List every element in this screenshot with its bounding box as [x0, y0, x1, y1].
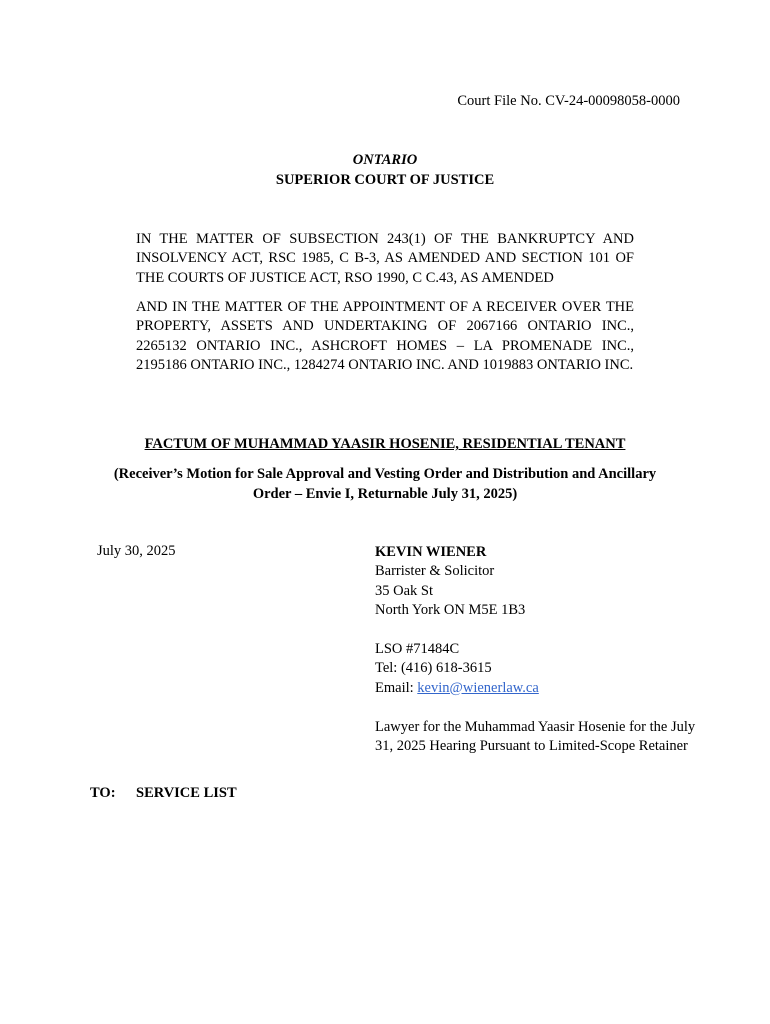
lawyer-telephone: Tel: (416) 618-3615	[375, 660, 492, 677]
lawyer-lso-number: LSO #71484C	[375, 641, 460, 658]
motion-subtitle	[85, 464, 685, 504]
lawyer-block	[375, 543, 720, 756]
document-date: July 30, 2025	[97, 543, 176, 559]
to-label: TO:	[90, 785, 116, 801]
lawyer-role-line-1: Lawyer for the Muhammad Yaasir Hosenie for the July	[375, 718, 696, 735]
court-file-number: Court File No. CV-24-00098058-0000	[457, 93, 680, 109]
to-recipient	[90, 785, 237, 802]
factum-title: FACTUM OF MUHAMMAD YAASIR HOSENIE, RESIDENTIAL TENANT	[144, 436, 626, 452]
lawyer-address-line-1: 35 Oak St	[375, 582, 433, 599]
subtitle-line-1: (Receiver’s Motion for Sale Approval and Vesting Order and Distribution and Ancillary	[113, 466, 657, 482]
email-link[interactable]: kevin@wienerlaw.ca	[417, 679, 539, 696]
province-heading: ONTARIO	[352, 152, 418, 168]
court-heading: SUPERIOR COURT OF JUSTICE	[275, 172, 495, 188]
lawyer-email-row	[375, 679, 720, 698]
to-value: SERVICE LIST	[136, 785, 237, 801]
email-label: Email:	[375, 679, 418, 696]
lawyer-address-line-2: North York ON M5E 1B3	[375, 602, 526, 619]
lawyer-title: Barrister & Solicitor	[375, 563, 495, 580]
lawyer-name: KEVIN WIENER	[375, 544, 487, 560]
lawyer-role-line-2: 31, 2025 Hearing Pursuant to Limited-Scope Retainer	[375, 738, 688, 755]
subtitle-line-2: Order – Envie I, Returnable July 31, 2025)	[252, 486, 518, 502]
matter-paragraph-1: IN THE MATTER OF SUBSECTION 243(1) OF THE BANKRUPTCY AND INSOLVENCY ACT, RSC 1985, C B-3, AS AMENDED AND SECTION 101 OF THE COURTS OF JUSTICE ACT, RSO 1990, C C.43, AS AMENDED	[136, 231, 634, 286]
matter-paragraph-2: AND IN THE MATTER OF THE APPOINTMENT OF A RECEIVER OVER THE PROPERTY, ASSETS AND UNDERTAKING OF 2067166 ONTARIO INC., 2265132 ONTARIO INC., ASHCROFT HOMES – LA PROMENADE INC., 2195186 ONTARIO INC., 1284274 ONTARIO INC. AND 1019883 ONTARIO INC.	[136, 299, 634, 374]
